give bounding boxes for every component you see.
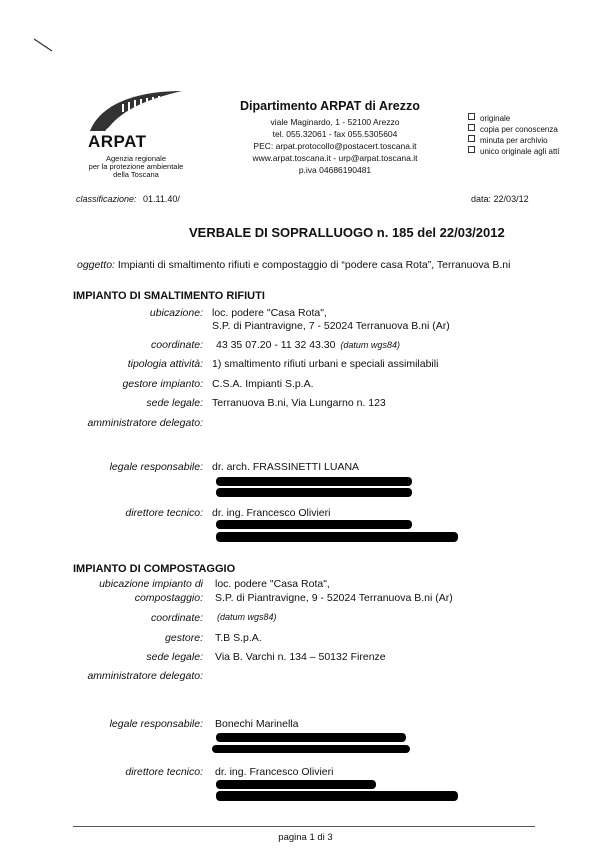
redaction-bar (216, 780, 376, 789)
ubicazione-value-2: S.P. di Piantravigne, 7 - 52024 Terranuova B.ni (Ar) (212, 320, 450, 332)
legale-value: dr. arch. FRASSINETTI LUANA (212, 461, 360, 473)
redaction-bar (216, 791, 458, 801)
classification-value: 01.11.40/ (143, 194, 180, 204)
redaction-bar (216, 520, 412, 529)
logo-sub-line: della Toscana (113, 170, 159, 179)
coordinate-label: coordinate: (151, 612, 203, 624)
redaction-bar (216, 477, 412, 486)
logo-sub-line: Agenzia regionale (105, 154, 167, 163)
sede-value: Terranuova B.ni, Via Lungarno n. 123 (212, 397, 386, 409)
direttore-label: direttore tecnico: (125, 507, 203, 519)
address-line: viale Maginardo, 1 - 52100 Arezzo (270, 117, 400, 127)
copy-option-label: copia per conoscenza (480, 125, 558, 134)
sede-label: sede legale: (146, 397, 203, 409)
amministratore-label: amministratore delegato: (87, 417, 203, 429)
legale-label: legale responsabile: (109, 461, 203, 473)
redaction-bar (216, 532, 458, 542)
gestore-label: gestore: (165, 632, 203, 644)
address-line: tel. 055.32061 - fax 055.5305604 (272, 129, 398, 139)
logo-sub-line: per la protezione ambientale (88, 162, 184, 171)
direttore-value: dr. ing. Francesco Olivieri (212, 507, 331, 519)
direttore-value: dr. ing. Francesco Olivieri (215, 766, 334, 778)
date-label: data: (471, 194, 492, 204)
copy-option-label: originale (480, 114, 511, 123)
logo-subtitle (76, 155, 196, 179)
address-line: www.arpat.toscana.it - urp@arpat.toscana.it (252, 153, 418, 163)
gestore-label: gestore impianto: (122, 378, 203, 390)
checkbox-icon (468, 135, 475, 142)
date-value: 22/03/12 (493, 194, 529, 204)
redaction-bar (216, 733, 406, 742)
direttore-label: direttore tecnico: (125, 766, 203, 778)
legale-label: legale responsabile: (109, 718, 203, 730)
subject (77, 259, 510, 271)
copy-option-label: minuta per archivio (480, 136, 548, 145)
ubicazione-value: loc. podere "Casa Rota", (215, 578, 330, 590)
coordinate-label: coordinate: (151, 339, 203, 351)
address-line: p.iva 04686190481 (298, 165, 372, 175)
document-date (471, 194, 529, 204)
checkbox-icon (468, 146, 475, 153)
checkbox-icon (468, 124, 475, 131)
sede-value: Via B. Varchi n. 134 – 50132 Firenze (215, 651, 386, 663)
logo-name: ARPAT (88, 132, 147, 151)
tipologia-label: tipologia attività: (127, 358, 203, 370)
footer-divider (73, 826, 535, 827)
copy-option[interactable] (468, 113, 559, 124)
ubicazione-value: loc. podere "Casa Rota", (212, 307, 327, 319)
copy-option[interactable] (468, 135, 559, 146)
gestore-value: T.B S.p.A. (215, 632, 262, 644)
copy-option[interactable] (468, 124, 559, 135)
ubicazione-value-2: S.P. di Piantravigne, 9 - 52024 Terranuova B.ni (Ar) (215, 592, 453, 604)
coordinate-value (216, 339, 400, 351)
redaction-bar (216, 488, 412, 497)
pen-mark (30, 35, 60, 57)
copy-options (468, 113, 559, 157)
section-heading-compostaggio: IMPIANTO DI COMPOSTAGGIO (73, 563, 236, 575)
sede-label: sede legale: (146, 651, 203, 663)
copy-option[interactable] (468, 146, 559, 157)
ubicazione-label: ubicazione: (149, 307, 203, 319)
section-heading-smaltimento: IMPIANTO DI SMALTIMENTO RIFIUTI (73, 290, 265, 302)
classification (76, 194, 180, 204)
gestore-value: C.S.A. Impianti S.p.A. (212, 378, 314, 390)
subject-label: oggetto: (77, 259, 115, 271)
coordinate-numbers: 43 35 07.20 - 11 32 43.30 (216, 339, 336, 351)
dept-address (232, 116, 438, 176)
classification-label: classificazione: (76, 194, 137, 204)
copy-option-label: unico originale agli atti (480, 147, 560, 156)
page-number: pagina 1 di 3 (278, 832, 333, 843)
tipologia-value: 1) smaltimento rifiuti urbani e speciali assimilabili (212, 358, 439, 370)
coordinate-note: (datum wgs84) (340, 340, 400, 350)
redaction-bar (212, 745, 410, 753)
legale-value: Bonechi Marinella (215, 718, 299, 730)
document-title: VERBALE DI SOPRALLUOGO n. 185 del 22/03/2012 (189, 225, 505, 240)
ubicazione-impianto-label-2: compostaggio: (134, 592, 203, 604)
address-line: PEC: arpat.protocollo@postacert.toscana.it (253, 141, 417, 151)
amministratore-label: amministratore delegato: (87, 670, 203, 682)
checkbox-icon (468, 113, 475, 120)
ubicazione-impianto-label: ubicazione impianto di (99, 578, 203, 590)
subject-value: Impianti di smaltimento rifiuti e compostaggio di “podere casa Rota”, Terranuova B.ni (117, 259, 511, 271)
dept-title: Dipartimento ARPAT di Arezzo (240, 99, 420, 113)
coordinate-note: (datum wgs84) (217, 612, 277, 622)
